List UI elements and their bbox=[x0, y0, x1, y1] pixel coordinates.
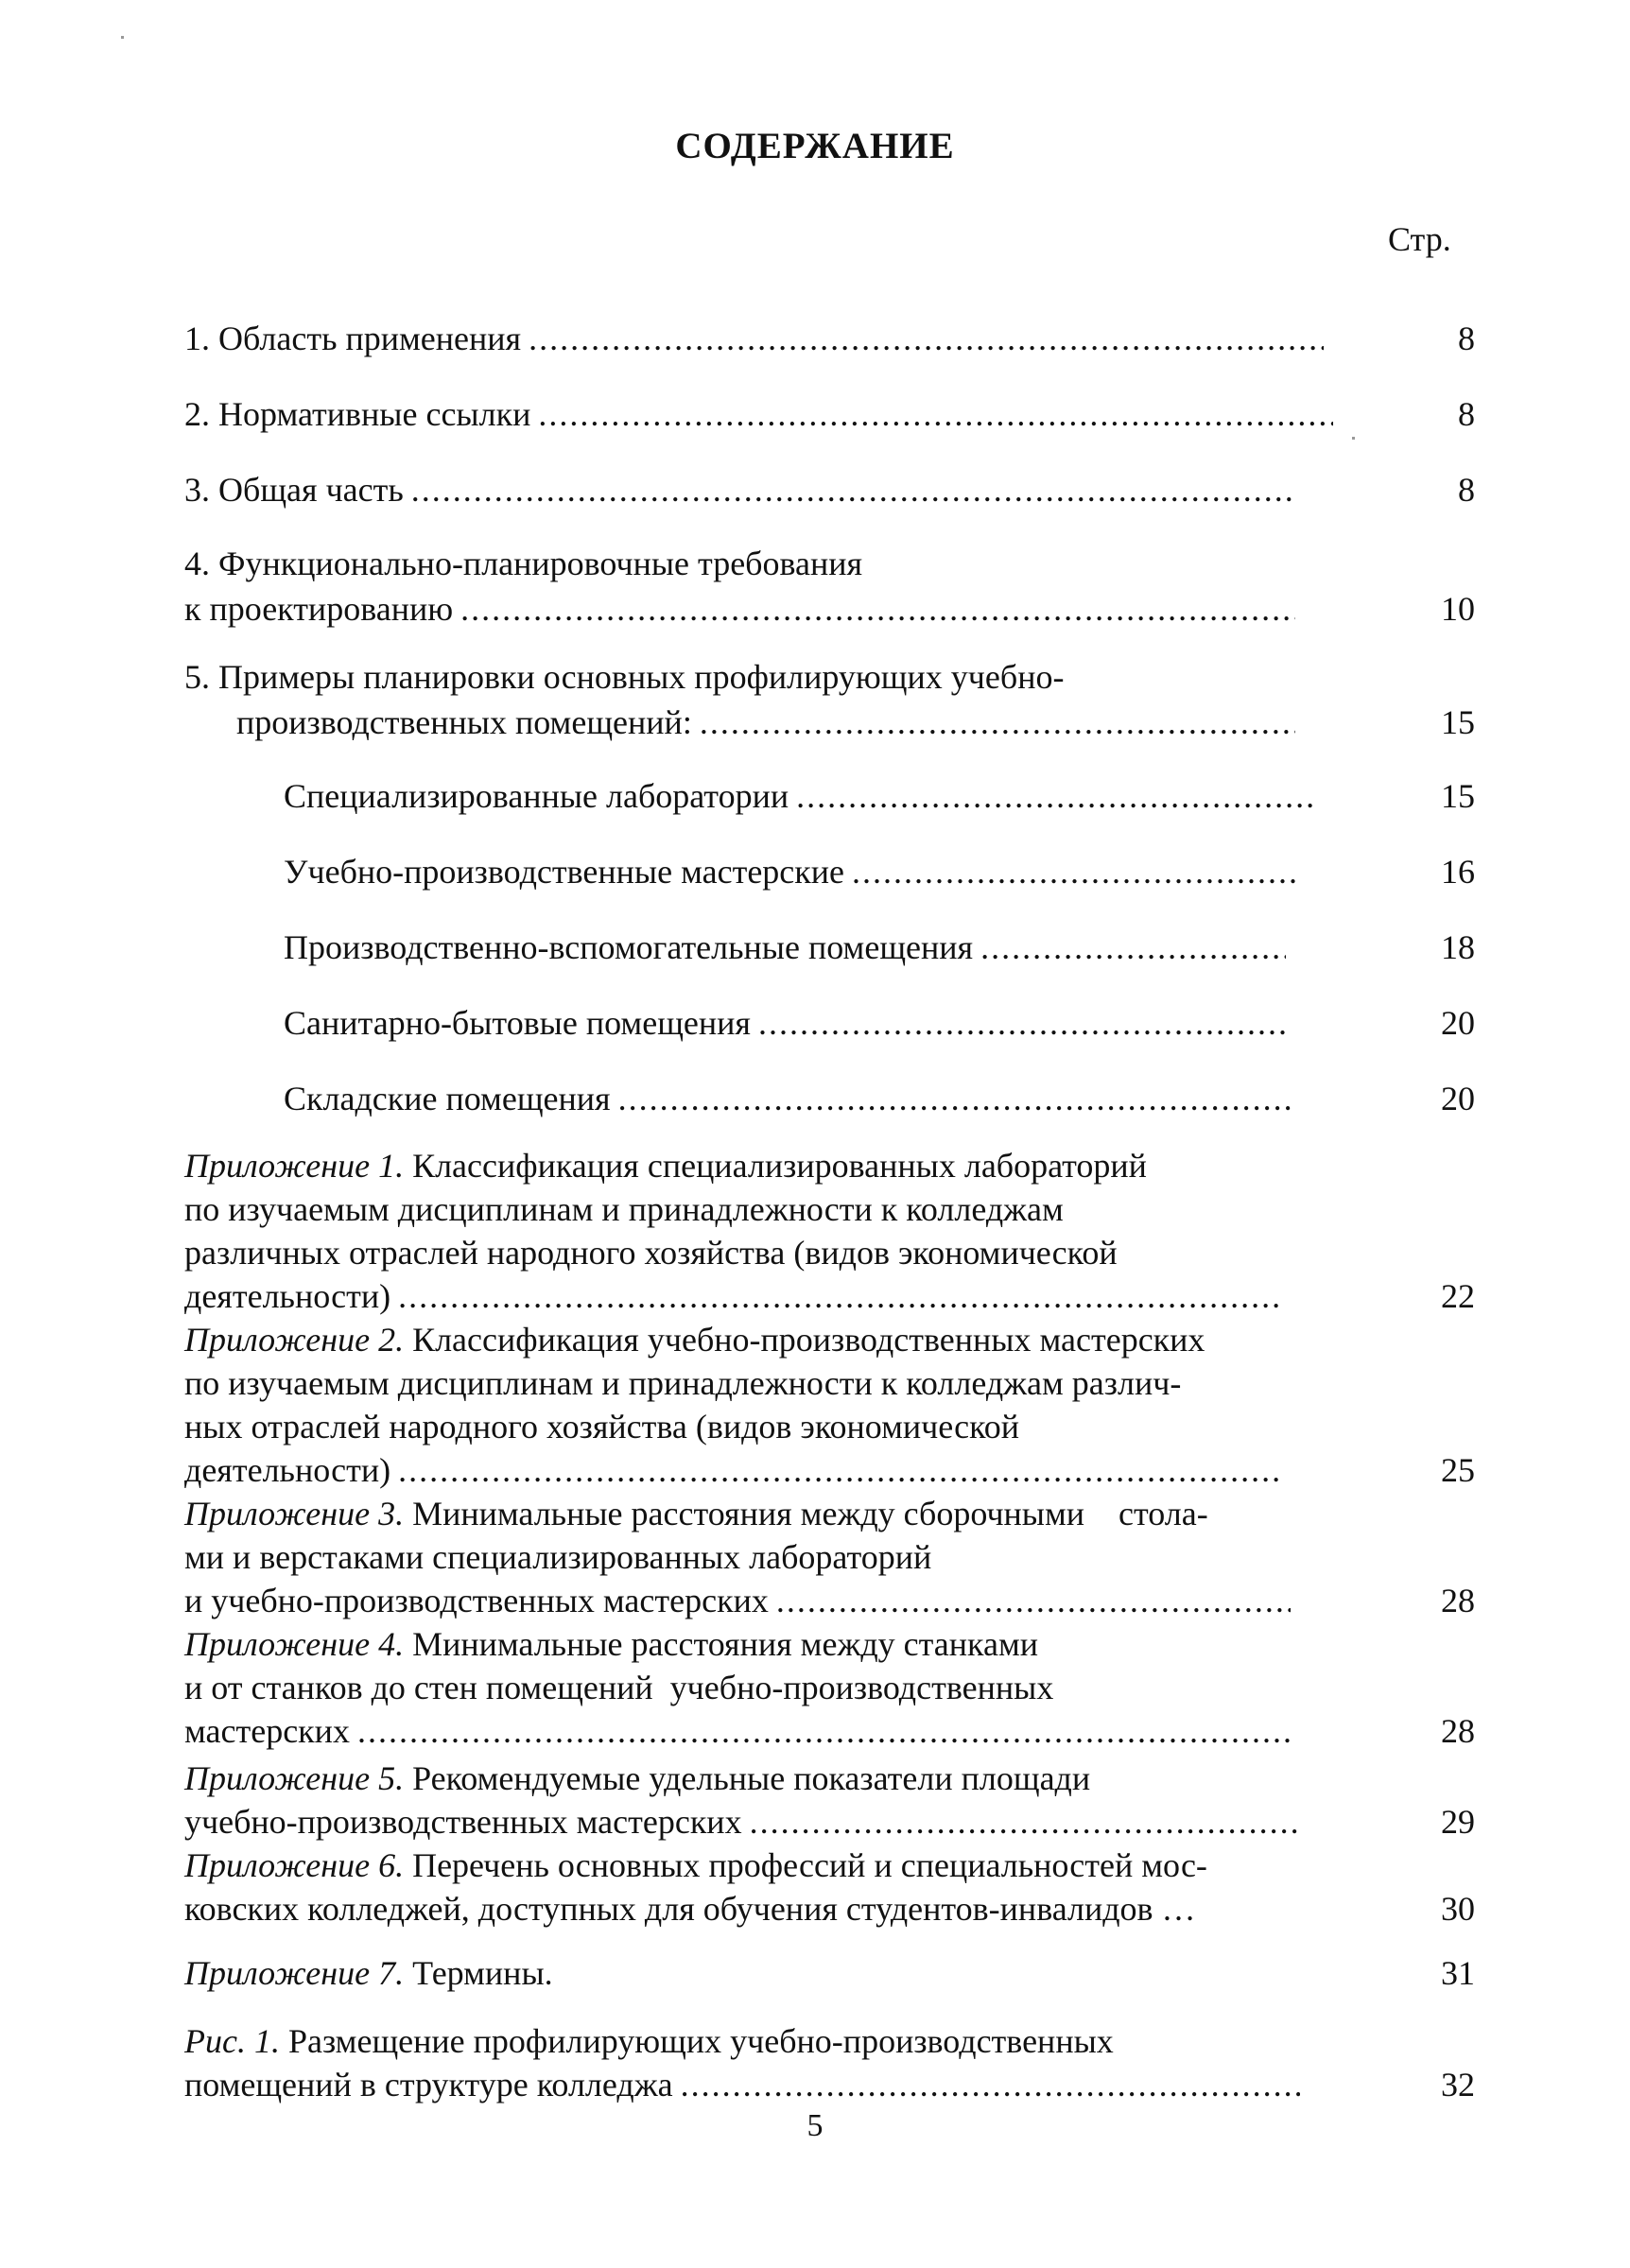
appendix-label: Приложение 5. bbox=[184, 1759, 405, 1797]
toc-page-number: 8 bbox=[1458, 471, 1475, 509]
appendix-label: Приложение 3. bbox=[184, 1495, 405, 1532]
toc-entry-text: Рекомендуемые удельные показатели площади bbox=[404, 1759, 1091, 1797]
leader-dots bbox=[398, 1274, 1281, 1318]
toc-entry-text: Классификация специализированных лабораторий bbox=[404, 1147, 1147, 1185]
toc-page-number: 25 bbox=[1441, 1451, 1475, 1489]
toc-entry-text: Учебно-производственные мастерские bbox=[284, 853, 845, 891]
toc-page-number: 20 bbox=[1441, 1080, 1475, 1117]
toc-entry-text: Производственно-вспомогательные помещения bbox=[284, 928, 974, 966]
toc-appendix-1 bbox=[184, 1144, 1281, 1318]
toc-entry-text: Размещение профилирующих учебно-производственных bbox=[279, 2022, 1114, 2060]
toc-appendix-2 bbox=[184, 1318, 1281, 1492]
toc-entry-text: Термины. bbox=[404, 1954, 553, 1992]
leader-dots bbox=[980, 925, 1286, 970]
toc-appendix-6 bbox=[184, 1844, 1347, 1930]
toc-entry-2 bbox=[184, 391, 1333, 437]
toc-page-number: 10 bbox=[1441, 590, 1475, 628]
toc-entry-5 bbox=[184, 654, 1295, 745]
leader-dots bbox=[411, 467, 1295, 512]
toc-entry-1 bbox=[184, 316, 1324, 361]
leader-dots bbox=[700, 700, 1295, 745]
leader-dots bbox=[776, 1579, 1291, 1622]
leader-dots bbox=[852, 849, 1295, 894]
toc-entry-text: Санитарно-бытовые помещения bbox=[284, 1004, 751, 1042]
toc-page-number: 32 bbox=[1441, 2066, 1475, 2104]
toc-subentry bbox=[284, 773, 1314, 819]
toc-appendix-4 bbox=[184, 1622, 1295, 1753]
toc-page-number: 28 bbox=[1441, 1582, 1475, 1619]
toc-page-number: 8 bbox=[1458, 320, 1475, 357]
toc-page-number: 8 bbox=[1458, 395, 1475, 433]
scan-speck bbox=[121, 36, 124, 39]
appendix-label: Рис. 1. bbox=[184, 2022, 280, 2060]
toc-entry-text: 2. Нормативные ссылки bbox=[184, 395, 531, 433]
toc-entry-text: деятельности) bbox=[184, 1451, 391, 1489]
toc-page-number: 28 bbox=[1441, 1712, 1475, 1750]
toc-entry-text: ми и верстаками специализированных лабораторий bbox=[184, 1538, 932, 1576]
toc-entry-text: различных отраслей народного хозяйства (видов экономической bbox=[184, 1234, 1118, 1272]
toc-page-number: 20 bbox=[1441, 1004, 1475, 1042]
toc-entry-text: помещений в структуре колледжа bbox=[184, 2066, 673, 2104]
toc-entry-text: производственных помещений: bbox=[236, 703, 692, 741]
toc-entry-text: 3. Общая часть bbox=[184, 471, 404, 509]
toc-subentry bbox=[284, 849, 1295, 894]
toc-entry-text: Складские помещения bbox=[284, 1080, 611, 1117]
toc-subentry bbox=[284, 925, 1286, 970]
appendix-label: Приложение 1. bbox=[184, 1147, 405, 1185]
toc-appendix-7 bbox=[184, 1951, 1300, 1995]
toc-page-number: 31 bbox=[1441, 1954, 1475, 1992]
leader-dots bbox=[750, 1800, 1300, 1844]
toc-entry-text: и от станков до стен помещений учебно-производственных bbox=[184, 1669, 1054, 1706]
toc-entry-text: Специализированные лаборатории bbox=[284, 777, 789, 815]
leader-dots bbox=[538, 391, 1333, 437]
page-number-footer: 5 bbox=[806, 2108, 824, 2143]
toc-page-number: 18 bbox=[1441, 928, 1475, 966]
toc-title: СОДЕРЖАНИЕ bbox=[675, 126, 955, 166]
toc-appendix-5 bbox=[184, 1757, 1300, 1844]
toc-entry-text: ных отраслей народного хозяйства (видов экономической bbox=[184, 1408, 1020, 1446]
toc-entry-text: по изучаемым дисциплинам и принадлежности к колледжам bbox=[184, 1190, 1064, 1228]
scan-speck bbox=[1352, 437, 1355, 440]
toc-page-number: 29 bbox=[1441, 1803, 1475, 1841]
toc-entry-text: 4. Функционально-планировочные требования bbox=[184, 545, 863, 582]
toc-entry-4 bbox=[184, 541, 1295, 632]
toc-entry-text: 1. Область применения bbox=[184, 320, 522, 357]
toc-entry-text: мастерских bbox=[184, 1712, 350, 1750]
toc-page-number: 15 bbox=[1441, 777, 1475, 815]
toc-entry-text: Минимальные расстояния между станками bbox=[404, 1625, 1038, 1663]
toc-entry-text: Перечень основных профессий и специальностей мос- bbox=[404, 1846, 1207, 1884]
toc-entry-text: деятельности) bbox=[184, 1277, 391, 1315]
toc-entry-text: и учебно-производственных мастерских bbox=[184, 1582, 769, 1619]
toc-entry-text: 5. Примеры планировки основных профилирующих учебно- bbox=[184, 658, 1065, 696]
toc-entry-text: к проектированию bbox=[184, 590, 454, 628]
appendix-label: Приложение 6. bbox=[184, 1846, 405, 1884]
toc-page-number: 22 bbox=[1441, 1277, 1475, 1315]
toc-entry-text: Минимальные расстояния между сборочными стола- bbox=[404, 1495, 1208, 1532]
toc-entry-3 bbox=[184, 467, 1295, 512]
toc-subentry bbox=[284, 1000, 1291, 1046]
toc-subentry bbox=[284, 1076, 1291, 1121]
toc-page-number: 30 bbox=[1441, 1890, 1475, 1928]
toc-appendix-3 bbox=[184, 1492, 1300, 1622]
appendix-label: Приложение 4. bbox=[184, 1625, 405, 1663]
toc-entry-text: Классификация учебно-производственных мастерских bbox=[404, 1321, 1205, 1359]
leader-dots bbox=[796, 773, 1314, 819]
leader-dots bbox=[681, 2063, 1300, 2106]
appendix-label: Приложение 7. bbox=[184, 1954, 405, 1992]
leader-dots bbox=[758, 1000, 1291, 1046]
leader-dots bbox=[460, 586, 1295, 632]
leader-dots bbox=[357, 1709, 1295, 1753]
toc-page-number: 15 bbox=[1441, 703, 1475, 741]
toc-entry-text: ковских колледжей, доступных для обучения студентов-инвалидов … bbox=[184, 1890, 1196, 1928]
leader-dots bbox=[398, 1448, 1281, 1492]
leader-dots bbox=[618, 1076, 1291, 1121]
toc-entry-text: по изучаемым дисциплинам и принадлежности к колледжам различ- bbox=[184, 1364, 1182, 1402]
toc-figure-1 bbox=[184, 2019, 1300, 2106]
toc-entry-text: учебно-производственных мастерских bbox=[184, 1803, 742, 1841]
toc-page-number: 16 bbox=[1441, 853, 1475, 891]
appendix-label: Приложение 2. bbox=[184, 1321, 405, 1359]
leader-dots bbox=[529, 316, 1324, 361]
page-column-label: Стр. bbox=[1388, 220, 1451, 258]
